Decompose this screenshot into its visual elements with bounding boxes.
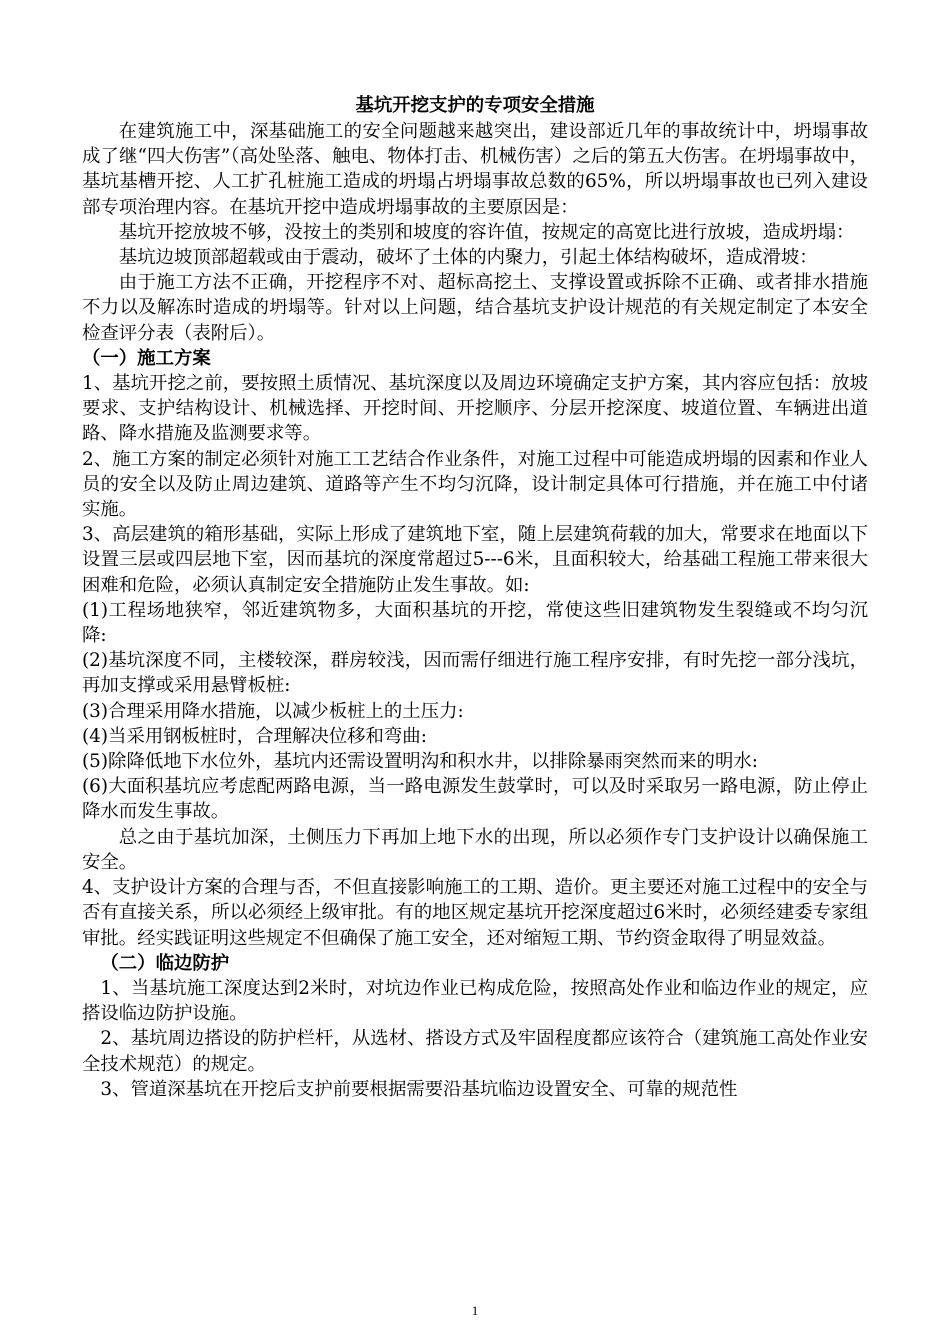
intro-paragraph: 基坑开挖放坡不够，没按土的类别和坡度的容许值，按规定的高宽比进行放坡，造成坍塌： (118, 221, 855, 243)
list-item: 1、当基坑施工深度达到2米时，对坑边作业已构成危险，按照高处作业和临边作业的规定，应搭设临边防护设施。 (82, 977, 868, 1025)
list-item: (6)大面积基坑应考虑配两路电源，当一路电源发生鼓掌时，可以及时采取另一路电源，防止停止降水而发生事故。 (82, 776, 868, 823)
list-item: (1)工程场地狭窄，邻近建筑物多，大面积基坑的开挖，常使这些旧建筑物发生裂缝或不均匀沉降: (82, 599, 868, 647)
document-title: 基坑开挖支护的专项安全措施 (355, 95, 595, 116)
list-item: 3、管道深基坑在开挖后支护前要根据需要沿基坑临边设置安全、可靠的规范性 (100, 1078, 738, 1100)
list-item: 1、基坑开挖之前，要按照土质情况、基坑深度以及周边环境确定支护方案，其内容应包括：放坡要求、支护结构设计、机械选择、开挖时间、开挖顺序、分层开挖深度、坡道位置、车辆进出道路、降水措施及监测要求等。 (82, 373, 868, 445)
list-item: (4)当采用钢板桩时，合理解决位移和弯曲: (82, 725, 427, 747)
list-item: 4、支护设计方案的合理与否，不但直接影响施工的工期、造价。更主要还对施工过程中的安全与否有直接关系，所以必须经上级审批。有的地区规定基坑开挖深度超过6米时，必须经建委专家组审批。经实践证明这些规定不但确保了施工安全，还对缩短工期、节约资金取得了明显效益。 (82, 877, 868, 949)
section-heading-construction-plan: （一）施工方案 (82, 347, 211, 369)
list-item: 2、基坑周边搭设的防护栏杆，从选材、搭设方式及牢固程度都应该符合（建筑施工高处作业安全技术规范）的规定。 (82, 1028, 868, 1075)
page-number: 1 (471, 1303, 479, 1318)
list-item: (2)基坑深度不同，主楼较深，群房较浅，因而需仔细进行施工程序安排，有时先挖一部分浅坑，再加支撑或采用悬臂板桩: (82, 650, 868, 697)
list-item: 2、施工方案的制定必须针对施工工艺结合作业条件，对施工过程中可能造成坍塌的因素和作业人员的安全以及防止周边建筑、道路等产生不均匀沉降，设计制定具体可行措施，并在施工中付诸实施。 (82, 448, 868, 521)
intro-paragraph: 在建筑施工中，深基础施工的安全问题越来越突出，建设部近几年的事故统计中，坍塌事故成了继“四大伤害”（高处坠落、触电、物体打击、机械伤害）之后的第五大伤害。在坍塌事故中，基坑基槽开挖、人工扩孔桩施工造成的坍塌占坍塌事故总数的65%，所以坍塌事故也已列入建设部专项治理内容。在基坑开挖中造成坍塌事故的主要原因是： (82, 121, 868, 218)
list-item: (3)合理采用降水措施，以减少板桩上的土压力: (82, 700, 464, 722)
summary-paragraph: 总之由于基坑加深，土侧压力下再加上地下水的出现，所以必须作专门支护设计以确保施工安全。 (82, 826, 868, 873)
document-page (82, 92, 868, 1102)
intro-paragraph: 基坑边坡顶部超载或由于震动，破坏了土体的内聚力，引起土体结构破坏，造成滑坡： (118, 247, 818, 269)
list-item: (5)除降低地下水位外，基坑内还需设置明沟和积水井，以排除暴雨突然而来的明水: (82, 751, 758, 773)
list-item: 3、高层建筑的箱形基础，实际上形成了建筑地下室，随上层建筑荷载的加大，常要求在地面以下设置三层或四层地下室，因而基坑的深度常超过5---6米，且面积较大，给基础工程施工带来很大困难和危险，必须认真制定安全措施防止发生事故。如: (82, 524, 868, 596)
section-heading-edge-protection: （二）临边防护 (100, 952, 230, 974)
intro-paragraph: 由于施工方法不正确，开挖程序不对、超标高挖土、支撑设置或拆除不正确、或者排水措施不力以及解冻时造成的坍塌等。针对以上问题，结合基坑支护设计规范的有关规定制定了本安全检查评分表（表附后）。 (82, 272, 868, 344)
